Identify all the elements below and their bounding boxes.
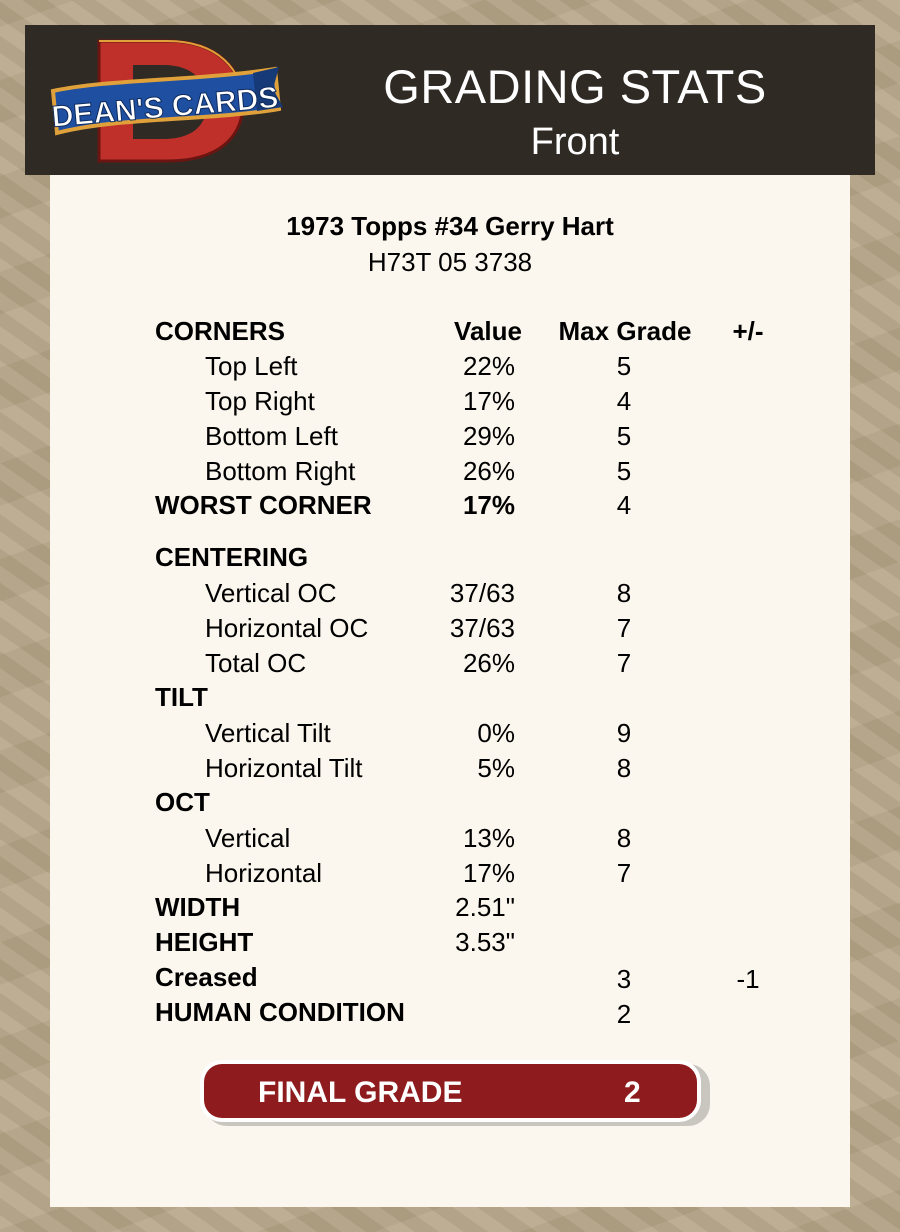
section-heading-row bbox=[50, 542, 850, 577]
section-heading-row bbox=[50, 787, 850, 822]
height-row bbox=[50, 927, 850, 962]
stat-row bbox=[50, 858, 850, 893]
stat-max-grade: 7 bbox=[616, 858, 632, 888]
stat-label: Bottom Left bbox=[205, 421, 338, 451]
stat-row bbox=[50, 718, 850, 753]
stat-max-grade: 4 bbox=[616, 386, 632, 416]
worst-corner-row bbox=[50, 490, 850, 525]
stat-row bbox=[50, 823, 850, 858]
section-heading-row bbox=[50, 682, 850, 717]
stats-panel bbox=[50, 175, 850, 1207]
stat-label: Horizontal bbox=[205, 858, 323, 888]
final-grade-value: 2 bbox=[624, 1076, 641, 1109]
stat-value: 0% bbox=[477, 718, 515, 748]
corners-heading: CORNERS bbox=[155, 316, 286, 346]
stat-value: 29% bbox=[462, 421, 515, 451]
stat-label: Vertical OC bbox=[205, 578, 337, 608]
stat-label: Vertical bbox=[205, 823, 291, 853]
stat-label: WORST CORNER bbox=[155, 490, 372, 520]
stat-label: Top Right bbox=[205, 386, 315, 416]
stat-value: 26% bbox=[462, 648, 515, 678]
stat-max-grade: 2 bbox=[616, 999, 632, 1029]
stat-label: WIDTH bbox=[155, 892, 241, 922]
stat-row bbox=[50, 753, 850, 788]
stat-max-grade: 9 bbox=[616, 718, 632, 748]
width-row bbox=[50, 892, 850, 927]
stat-row bbox=[50, 613, 850, 648]
stat-max-grade: 5 bbox=[616, 351, 632, 381]
stat-label: Horizontal Tilt bbox=[205, 753, 363, 783]
stat-max-grade: 4 bbox=[616, 490, 632, 520]
card-name: 1973 Topps #34 Gerry Hart bbox=[286, 211, 614, 241]
stat-row bbox=[50, 648, 850, 683]
deans-cards-logo bbox=[47, 37, 283, 165]
stat-value: 2.51" bbox=[455, 892, 515, 922]
stat-label: Total OC bbox=[205, 648, 307, 678]
stat-max-grade: 8 bbox=[616, 823, 632, 853]
creased-row bbox=[50, 962, 850, 997]
stat-label: HUMAN CONDITION bbox=[155, 997, 405, 1027]
stat-value: 26% bbox=[462, 456, 515, 486]
page-title: GRADING STATS bbox=[383, 60, 767, 113]
stat-value: 17% bbox=[462, 490, 515, 520]
stat-row bbox=[50, 386, 850, 421]
final-grade-label: FINAL GRADE bbox=[258, 1076, 463, 1109]
stat-row bbox=[50, 421, 850, 456]
max-grade-column-header: Max Grade bbox=[558, 316, 692, 346]
stat-max-grade: 5 bbox=[616, 421, 632, 451]
svg-text:DEAN'S CARDS: DEAN'S CARDS bbox=[50, 81, 280, 134]
centering-heading: CENTERING bbox=[155, 542, 309, 572]
plus-minus-column-header: +/- bbox=[732, 316, 764, 346]
stat-max-grade: 8 bbox=[616, 578, 632, 608]
oct-heading: OCT bbox=[155, 787, 210, 817]
tilt-heading: TILT bbox=[155, 682, 208, 712]
stat-label: Horizontal OC bbox=[205, 613, 369, 643]
stat-row bbox=[50, 351, 850, 386]
stat-max-grade: 7 bbox=[616, 613, 632, 643]
final-grade-box bbox=[200, 1060, 701, 1122]
stat-max-grade: 5 bbox=[616, 456, 632, 486]
stat-max-grade: 7 bbox=[616, 648, 632, 678]
stat-value: 3.53" bbox=[455, 927, 515, 957]
stat-value: 17% bbox=[462, 386, 515, 416]
stat-label: Vertical Tilt bbox=[205, 718, 331, 748]
final-grade-bar bbox=[204, 1064, 697, 1118]
human-condition-row bbox=[50, 997, 850, 1032]
value-column-header: Value bbox=[454, 316, 522, 346]
stat-label: Creased bbox=[155, 962, 258, 992]
stat-plus-minus: -1 bbox=[736, 964, 760, 994]
page-subtitle: Front bbox=[530, 121, 620, 163]
stat-label: HEIGHT bbox=[155, 927, 254, 957]
stat-value: 5% bbox=[477, 753, 515, 783]
stat-row bbox=[50, 578, 850, 613]
stat-label: Top Left bbox=[205, 351, 298, 381]
column-header-row bbox=[50, 316, 850, 351]
stat-value: 37/63 bbox=[449, 613, 515, 643]
stat-label: Bottom Right bbox=[205, 456, 356, 486]
stat-value: 17% bbox=[462, 858, 515, 888]
stat-value: 13% bbox=[462, 823, 515, 853]
cert-number: H73T 05 3738 bbox=[367, 247, 533, 277]
stat-max-grade: 3 bbox=[616, 964, 632, 994]
stat-max-grade: 8 bbox=[616, 753, 632, 783]
stat-value: 22% bbox=[462, 351, 515, 381]
stat-value: 37/63 bbox=[449, 578, 515, 608]
stat-row bbox=[50, 456, 850, 491]
header-bar bbox=[25, 25, 875, 175]
